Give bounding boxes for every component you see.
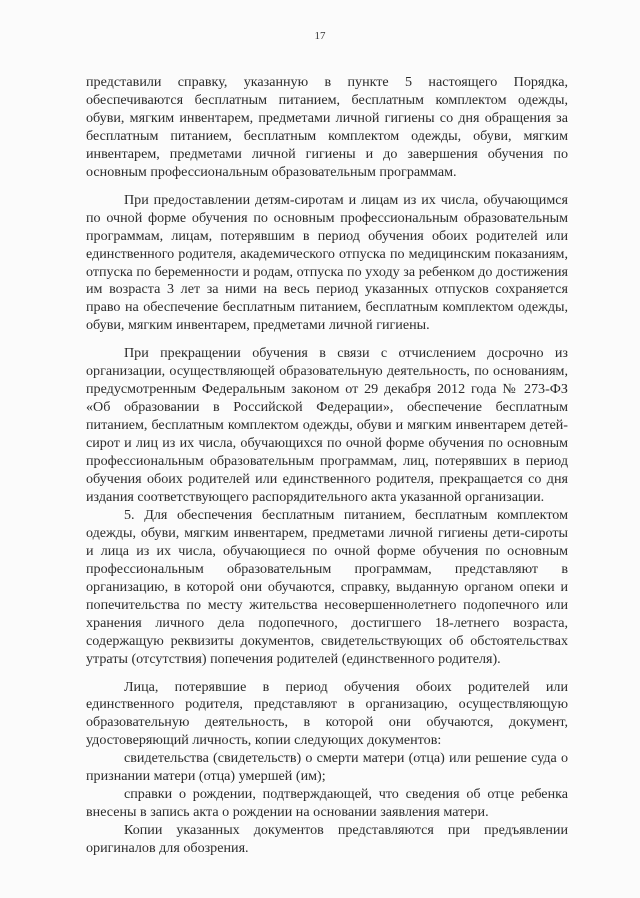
paragraph: При прекращении обучения в связи с отчислением досрочно из организации, осуществляющей образовательную деятельность, по основаниям, предусмотренным Федеральным законом от 29 декабря 2012 года № 273-ФЗ «Об образовании в Российской Федерации», обеспечение бесплатным питанием, бесплатным комплектом одежды, обуви и мягким инвентарем детей-сирот и лиц из их числа, обучающихся по очной форме обучения по основным профессиональным образовательным программам, лиц, потерявших в период обучения обоих родителей или единственного родителя, прекращается со дня издания соответствующего распорядительного акта указанной организации. <box>86 345 568 505</box>
page-number: 17 <box>314 30 326 42</box>
document-body <box>86 74 568 858</box>
paragraph: Копии указанных документов представляются при предъявлении оригиналов для обозрения. <box>86 822 568 857</box>
paragraph: Лица, потерявшие в период обучения обоих родителей или единственного родителя, представляют в организацию, осуществляющую образовательную деятельность, в которой они обучаются, документ, удостоверяющий личность, копии следующих документов: <box>86 678 568 749</box>
paragraph: свидетельства (свидетельств) о смерти матери (отца) или решение суда о признании матери (отца) умершей (им); <box>86 750 568 785</box>
paragraph: представили справку, указанную в пункте 5 настоящего Порядка, обеспечиваются бесплатным питанием, бесплатным комплектом одежды, обуви, мягким инвентарем, предметами личной гигиены со дня обращения за бесплатным питанием, бесплатным комплектом одежды, обуви, мягким инвентарем, предметами личной гигиены и до завершения обучения по основным профессиональным образовательным программам. <box>86 74 568 180</box>
paragraph: При предоставлении детям-сиротам и лицам из их числа, обучающимся по очной форме обучения по основным профессиональным образовательным программам, лицам, потерявшим в период обучения обоих родителей или единственного родителя, академического отпуска по медицинским показаниям, отпуска по беременности и родам, отпуска по уходу за ребенком до достижения им возраста 3 лет за ними на весь период указанных отпусков сохраняется право на обеспечение бесплатным питанием, бесплатным комплектом одежды, обуви, мягким инвентарем, предметами личной гигиены. <box>86 191 568 334</box>
paragraph: 5. Для обеспечения бесплатным питанием, бесплатным комплектом одежды, обуви, мягким инвентарем, предметами личной гигиены дети-сироты и лица из их числа, обучающиеся по очной форме обучения по основным профессиональным образовательным программам, представляют в организацию, в которой они обучаются, справку, выданную органом опеки и попечительства по месту жительства несовершеннолетнего подопечного или хранения личного дела подопечного, достигшего 18-летнего возраста, содержащую реквизиты документов, свидетельствующих об обстоятельствах утраты (отсутствия) попечения родителей (единственного родителя). <box>86 506 568 667</box>
paragraph: справки о рождении, подтверждающей, что сведения об отце ребенка внесены в запись акта о рождении на основании заявления матери. <box>86 786 568 821</box>
